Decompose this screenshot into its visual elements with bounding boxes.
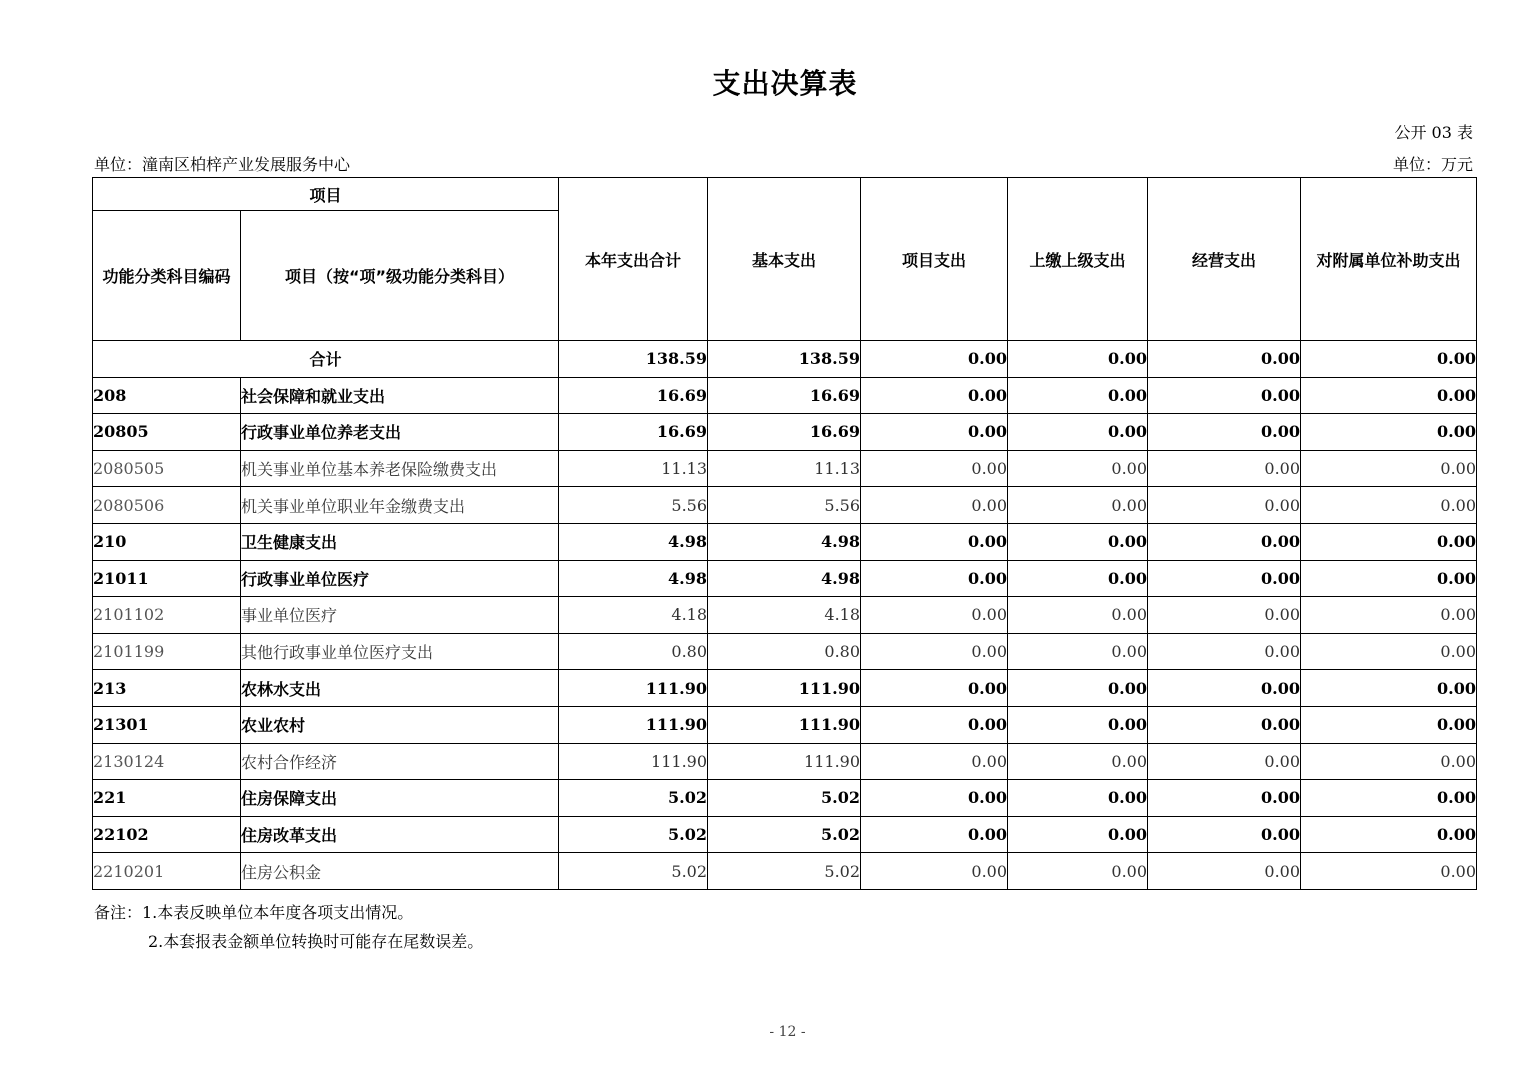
- upper-cell: 0.00: [1008, 523, 1148, 560]
- name-cell: 住房改革支出: [241, 816, 559, 853]
- header-subsidy: 对附属单位补助支出: [1301, 178, 1477, 341]
- table-row: [93, 706, 1477, 743]
- table-row: [93, 780, 1477, 817]
- project-cell: 0.00: [861, 377, 1008, 414]
- subsidy-cell: 0.00: [1301, 670, 1477, 707]
- basic-cell: 5.02: [708, 816, 861, 853]
- basic-cell: 4.18: [708, 597, 861, 634]
- notes: [94, 898, 483, 956]
- name-cell: 农林水支出: [241, 670, 559, 707]
- upper-cell: 0.00: [1008, 633, 1148, 670]
- basic-cell: 16.69: [708, 377, 861, 414]
- upper-cell: 0.00: [1008, 487, 1148, 524]
- business-cell: 0.00: [1148, 633, 1301, 670]
- code-cell: 208: [93, 377, 241, 414]
- subsidy-cell: 0.00: [1301, 780, 1477, 817]
- note-2: 2.本套报表金额单位转换时可能存在尾数误差。: [148, 932, 484, 951]
- business-cell: 0.00: [1148, 450, 1301, 487]
- header-project: 项目支出: [861, 178, 1008, 341]
- business-cell: 0.00: [1148, 743, 1301, 780]
- business-cell: 0.00: [1148, 780, 1301, 817]
- project-cell: 0.00: [861, 414, 1008, 451]
- business-cell: 0.00: [1148, 670, 1301, 707]
- total-cell: 138.59: [559, 341, 708, 378]
- subsidy-cell: 0.00: [1301, 560, 1477, 597]
- project-cell: 0.00: [861, 597, 1008, 634]
- name-cell: 事业单位医疗: [241, 597, 559, 634]
- table-row: [93, 560, 1477, 597]
- table-row: [93, 414, 1477, 451]
- basic-cell: 5.56: [708, 487, 861, 524]
- note-1: 备注：1.本表反映单位本年度各项支出情况。: [94, 903, 414, 922]
- name-cell: 机关事业单位职业年金缴费支出: [241, 487, 559, 524]
- header-code: 功能分类科目编码: [93, 211, 241, 341]
- name-cell: 机关事业单位基本养老保险缴费支出: [241, 450, 559, 487]
- page-title: 支出决算表: [712, 67, 858, 100]
- upper-cell: 0.00: [1008, 780, 1148, 817]
- business-cell: 0.00: [1148, 706, 1301, 743]
- project-cell: 0.00: [861, 743, 1008, 780]
- subsidy-cell: 0.00: [1301, 853, 1477, 890]
- table-row: [93, 816, 1477, 853]
- subsidy-cell: 0.00: [1301, 743, 1477, 780]
- name-cell: 农村合作经济: [241, 743, 559, 780]
- header-name: 项目（按“项”级功能分类科目）: [241, 211, 559, 341]
- basic-cell: 111.90: [708, 670, 861, 707]
- project-cell: 0.00: [861, 853, 1008, 890]
- basic-cell: 111.90: [708, 743, 861, 780]
- code-cell: 22102: [93, 816, 241, 853]
- upper-cell: 0.00: [1008, 670, 1148, 707]
- page-number: - 12 -: [769, 1024, 806, 1040]
- name-cell: 其他行政事业单位医疗支出: [241, 633, 559, 670]
- code-cell: 210: [93, 523, 241, 560]
- expenditure-table: [92, 177, 1477, 890]
- basic-cell: 111.90: [708, 706, 861, 743]
- table-row: [93, 853, 1477, 890]
- total-cell: 16.69: [559, 377, 708, 414]
- total-cell: 5.56: [559, 487, 708, 524]
- code-cell: 2080505: [93, 450, 241, 487]
- project-cell: 0.00: [861, 633, 1008, 670]
- business-cell: 0.00: [1148, 597, 1301, 634]
- table-row: [93, 743, 1477, 780]
- project-cell: 0.00: [861, 450, 1008, 487]
- total-cell: 111.90: [559, 743, 708, 780]
- table-row: [93, 523, 1477, 560]
- basic-cell: 5.02: [708, 780, 861, 817]
- basic-cell: 0.80: [708, 633, 861, 670]
- total-cell: 5.02: [559, 780, 708, 817]
- name-cell: 社会保障和就业支出: [241, 377, 559, 414]
- upper-cell: 0.00: [1008, 853, 1148, 890]
- table-row: [93, 597, 1477, 634]
- header-item: 项目: [93, 178, 559, 211]
- total-cell: 4.98: [559, 523, 708, 560]
- code-cell: 213: [93, 670, 241, 707]
- business-cell: 0.00: [1148, 414, 1301, 451]
- project-cell: 0.00: [861, 341, 1008, 378]
- total-cell: 11.13: [559, 450, 708, 487]
- header-total: 本年支出合计: [559, 178, 708, 341]
- subsidy-cell: 0.00: [1301, 487, 1477, 524]
- name-cell: 行政事业单位医疗: [241, 560, 559, 597]
- total-cell: 4.98: [559, 560, 708, 597]
- code-cell: 2210201: [93, 853, 241, 890]
- subsidy-cell: 0.00: [1301, 816, 1477, 853]
- form-number: 公开 03 表: [1394, 123, 1473, 142]
- project-cell: 0.00: [861, 780, 1008, 817]
- basic-cell: 4.98: [708, 560, 861, 597]
- total-row: [93, 341, 1477, 378]
- business-cell: 0.00: [1148, 487, 1301, 524]
- header-basic: 基本支出: [708, 178, 861, 341]
- header-upper: 上缴上级支出: [1008, 178, 1148, 341]
- total-cell: 111.90: [559, 706, 708, 743]
- subsidy-cell: 0.00: [1301, 341, 1477, 378]
- subsidy-cell: 0.00: [1301, 597, 1477, 634]
- total-cell: 0.80: [559, 633, 708, 670]
- code-cell: 20805: [93, 414, 241, 451]
- business-cell: 0.00: [1148, 853, 1301, 890]
- total-label: 合计: [93, 341, 559, 378]
- upper-cell: 0.00: [1008, 816, 1148, 853]
- table-row: [93, 633, 1477, 670]
- basic-cell: 138.59: [708, 341, 861, 378]
- business-cell: 0.00: [1148, 377, 1301, 414]
- project-cell: 0.00: [861, 487, 1008, 524]
- code-cell: 21301: [93, 706, 241, 743]
- table-row: [93, 377, 1477, 414]
- name-cell: 卫生健康支出: [241, 523, 559, 560]
- name-cell: 农业农村: [241, 706, 559, 743]
- upper-cell: 0.00: [1008, 377, 1148, 414]
- project-cell: 0.00: [861, 523, 1008, 560]
- table-row: [93, 487, 1477, 524]
- basic-cell: 4.98: [708, 523, 861, 560]
- subsidy-cell: 0.00: [1301, 706, 1477, 743]
- code-cell: 221: [93, 780, 241, 817]
- basic-cell: 11.13: [708, 450, 861, 487]
- name-cell: 行政事业单位养老支出: [241, 414, 559, 451]
- business-cell: 0.00: [1148, 523, 1301, 560]
- project-cell: 0.00: [861, 670, 1008, 707]
- reporting-unit: 单位：潼南区柏梓产业发展服务中心: [94, 155, 351, 174]
- total-cell: 4.18: [559, 597, 708, 634]
- upper-cell: 0.00: [1008, 706, 1148, 743]
- currency-unit: 单位：万元: [1392, 155, 1473, 174]
- code-cell: 2101102: [93, 597, 241, 634]
- name-cell: 住房公积金: [241, 853, 559, 890]
- project-cell: 0.00: [861, 706, 1008, 743]
- code-cell: 2101199: [93, 633, 241, 670]
- subsidy-cell: 0.00: [1301, 377, 1477, 414]
- basic-cell: 5.02: [708, 853, 861, 890]
- upper-cell: 0.00: [1008, 597, 1148, 634]
- code-cell: 2130124: [93, 743, 241, 780]
- table-row: [93, 670, 1477, 707]
- upper-cell: 0.00: [1008, 560, 1148, 597]
- table-row: [93, 450, 1477, 487]
- business-cell: 0.00: [1148, 816, 1301, 853]
- subsidy-cell: 0.00: [1301, 414, 1477, 451]
- total-cell: 111.90: [559, 670, 708, 707]
- subsidy-cell: 0.00: [1301, 523, 1477, 560]
- name-cell: 住房保障支出: [241, 780, 559, 817]
- upper-cell: 0.00: [1008, 341, 1148, 378]
- total-cell: 5.02: [559, 816, 708, 853]
- total-cell: 16.69: [559, 414, 708, 451]
- code-cell: 21011: [93, 560, 241, 597]
- upper-cell: 0.00: [1008, 414, 1148, 451]
- upper-cell: 0.00: [1008, 450, 1148, 487]
- business-cell: 0.00: [1148, 341, 1301, 378]
- code-cell: 2080506: [93, 487, 241, 524]
- upper-cell: 0.00: [1008, 743, 1148, 780]
- basic-cell: 16.69: [708, 414, 861, 451]
- business-cell: 0.00: [1148, 560, 1301, 597]
- total-cell: 5.02: [559, 853, 708, 890]
- subsidy-cell: 0.00: [1301, 633, 1477, 670]
- header-business: 经营支出: [1148, 178, 1301, 341]
- project-cell: 0.00: [861, 560, 1008, 597]
- subsidy-cell: 0.00: [1301, 450, 1477, 487]
- project-cell: 0.00: [861, 816, 1008, 853]
